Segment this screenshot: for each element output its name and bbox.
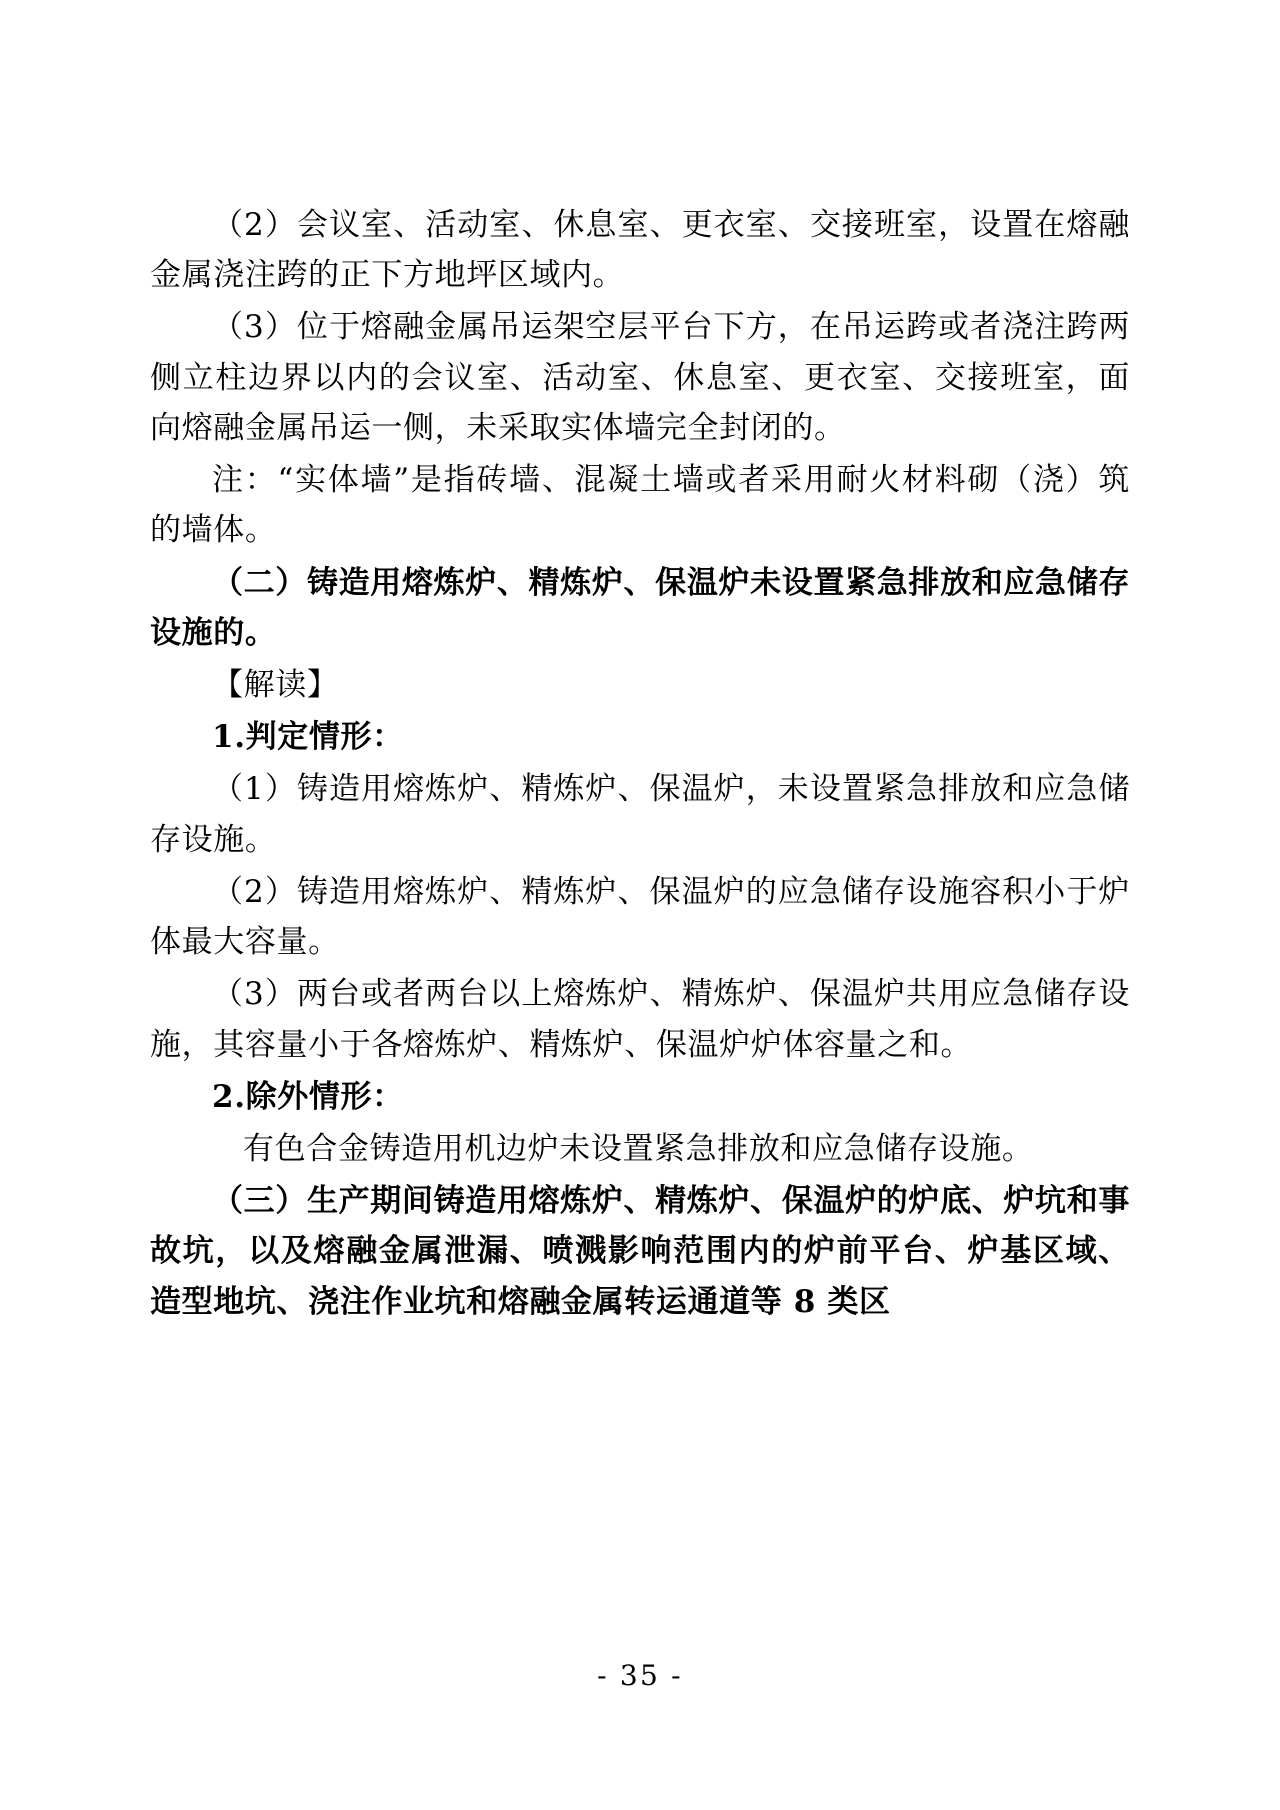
exception-nonferrous-furnace: 有色合金铸造用机边炉未设置紧急排放和应急储存设施。 <box>243 1130 1034 1167</box>
case-1-no-emergency-facility: （1）铸造用熔炼炉、精炼炉、保温炉，未设置紧急排放和应急储存设施。 <box>150 771 1130 858</box>
page-body <box>150 200 1130 1327</box>
subheading-determination-cases: 1.判定情形： <box>212 719 404 756</box>
paragraph-2-venues-location: （2）会议室、活动室、休息室、更衣室、交接班室，设置在熔融金属浇注跨的正下方地坪区域内。 <box>150 207 1130 294</box>
case-2-insufficient-capacity: （2）铸造用熔炼炉、精炼炉、保温炉的应急储存设施容积小于炉体最大容量。 <box>150 873 1130 961</box>
note-solid-wall-definition: 注：“实体墙”是指砖墙、混凝土墙或者采用耐火材料砌（浇）筑的墙体。 <box>150 462 1130 549</box>
interpretation-label: 【解读】 <box>212 666 339 703</box>
paragraph-3-overhead-platform: （3）位于熔融金属吊运架空层平台下方，在吊运跨或者浇注跨两侧立柱边界以内的会议室、活动室、休息室、更衣室、交接班室，面向熔融金属吊运一侧，未采取实体墙完全封闭的。 <box>150 309 1130 446</box>
section-heading-three: （三）生产期间铸造用熔炼炉、精炼炉、保温炉的炉底、炉坑和事故坑，以及熔融金属泄漏、喷溅影响范围内的炉前平台、炉基区域、造型地坑、浇注作业坑和熔融金属转运通道等 8 类区 <box>150 1183 1130 1320</box>
case-3-shared-facility: （3）两台或者两台以上熔炼炉、精炼炉、保温炉共用应急储存设施，其容量小于各熔炼炉、精炼炉、保温炉炉体容量之和。 <box>150 976 1130 1063</box>
section-heading-two: （二）铸造用熔炼炉、精炼炉、保温炉未设置紧急排放和应急储存设施的。 <box>150 564 1130 651</box>
page-number: - 35 - <box>597 1659 683 1692</box>
subheading-exception-cases: 2.除外情形： <box>212 1078 404 1115</box>
